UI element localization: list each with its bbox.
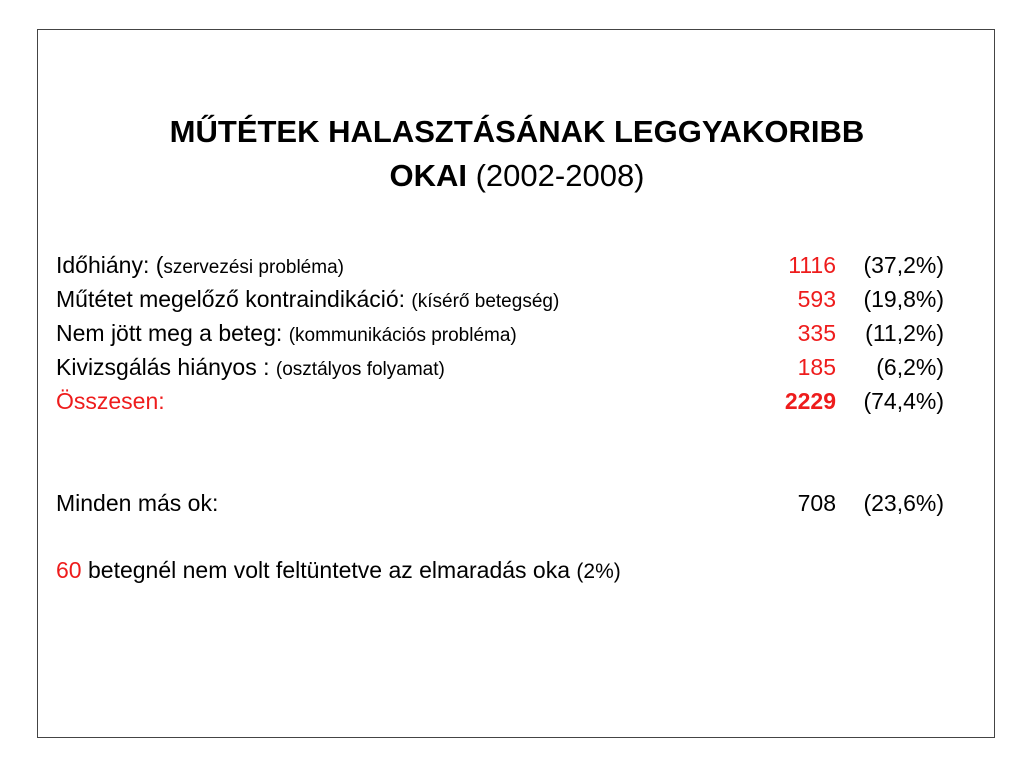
reason-note: (osztályos folyamat)	[275, 359, 445, 380]
title-okai: OKAI	[389, 158, 467, 193]
reason-label: Kivizsgálás hiányos : (osztályos folyamat)	[56, 354, 445, 380]
title-years: (2002-2008)	[475, 158, 645, 193]
reason-percent: (19,8%)	[863, 286, 944, 312]
reason-label: Nem jött meg a beteg: (kommunikációs probléma)	[56, 320, 517, 346]
footnote	[56, 553, 621, 589]
reason-percent: (11,2%)	[865, 320, 944, 346]
reason-row-no-show	[56, 316, 944, 350]
other-label: Minden más ok:	[56, 490, 219, 516]
reason-label: Műtétet megelőző kontraindikáció: (kísérő betegség)	[56, 286, 560, 312]
reason-row-incomplete-exam	[56, 350, 944, 384]
reason-row-time-shortage	[56, 248, 944, 282]
other-percent: (23,6%)	[863, 490, 944, 516]
total-percent: (74,4%)	[863, 388, 944, 414]
reason-row-contraindication	[56, 282, 944, 316]
reason-count: 335	[797, 320, 836, 346]
slide	[37, 29, 995, 738]
title-line-1: MŰTÉTEK HALASZTÁSÁNAK LEGGYAKORIBB	[169, 114, 865, 149]
reason-note: szervezési probléma)	[163, 257, 344, 278]
reason-count: 185	[797, 354, 836, 380]
reason-count: 1116	[788, 252, 836, 278]
footnote-text: betegnél nem volt feltüntetve az elmaradás oka	[81, 557, 577, 583]
reason-count: 593	[797, 286, 836, 312]
other-count: 708	[797, 490, 836, 516]
reason-note: (kísérő betegség)	[411, 291, 560, 312]
slide-title	[38, 110, 996, 198]
total-count: 2229	[784, 388, 836, 414]
reason-label: Időhiány: (szervezési probléma)	[56, 252, 344, 278]
reason-percent: (37,2%)	[863, 252, 944, 278]
reason-note: (kommunikációs probléma)	[288, 325, 517, 346]
title-line-2	[38, 154, 996, 198]
reason-percent: (6,2%)	[876, 354, 944, 380]
footnote-percent: (2%)	[576, 560, 621, 583]
total-row	[56, 384, 944, 418]
footnote-count: 60	[56, 557, 82, 583]
other-row	[56, 486, 944, 520]
total-label: Összesen:	[56, 388, 165, 414]
